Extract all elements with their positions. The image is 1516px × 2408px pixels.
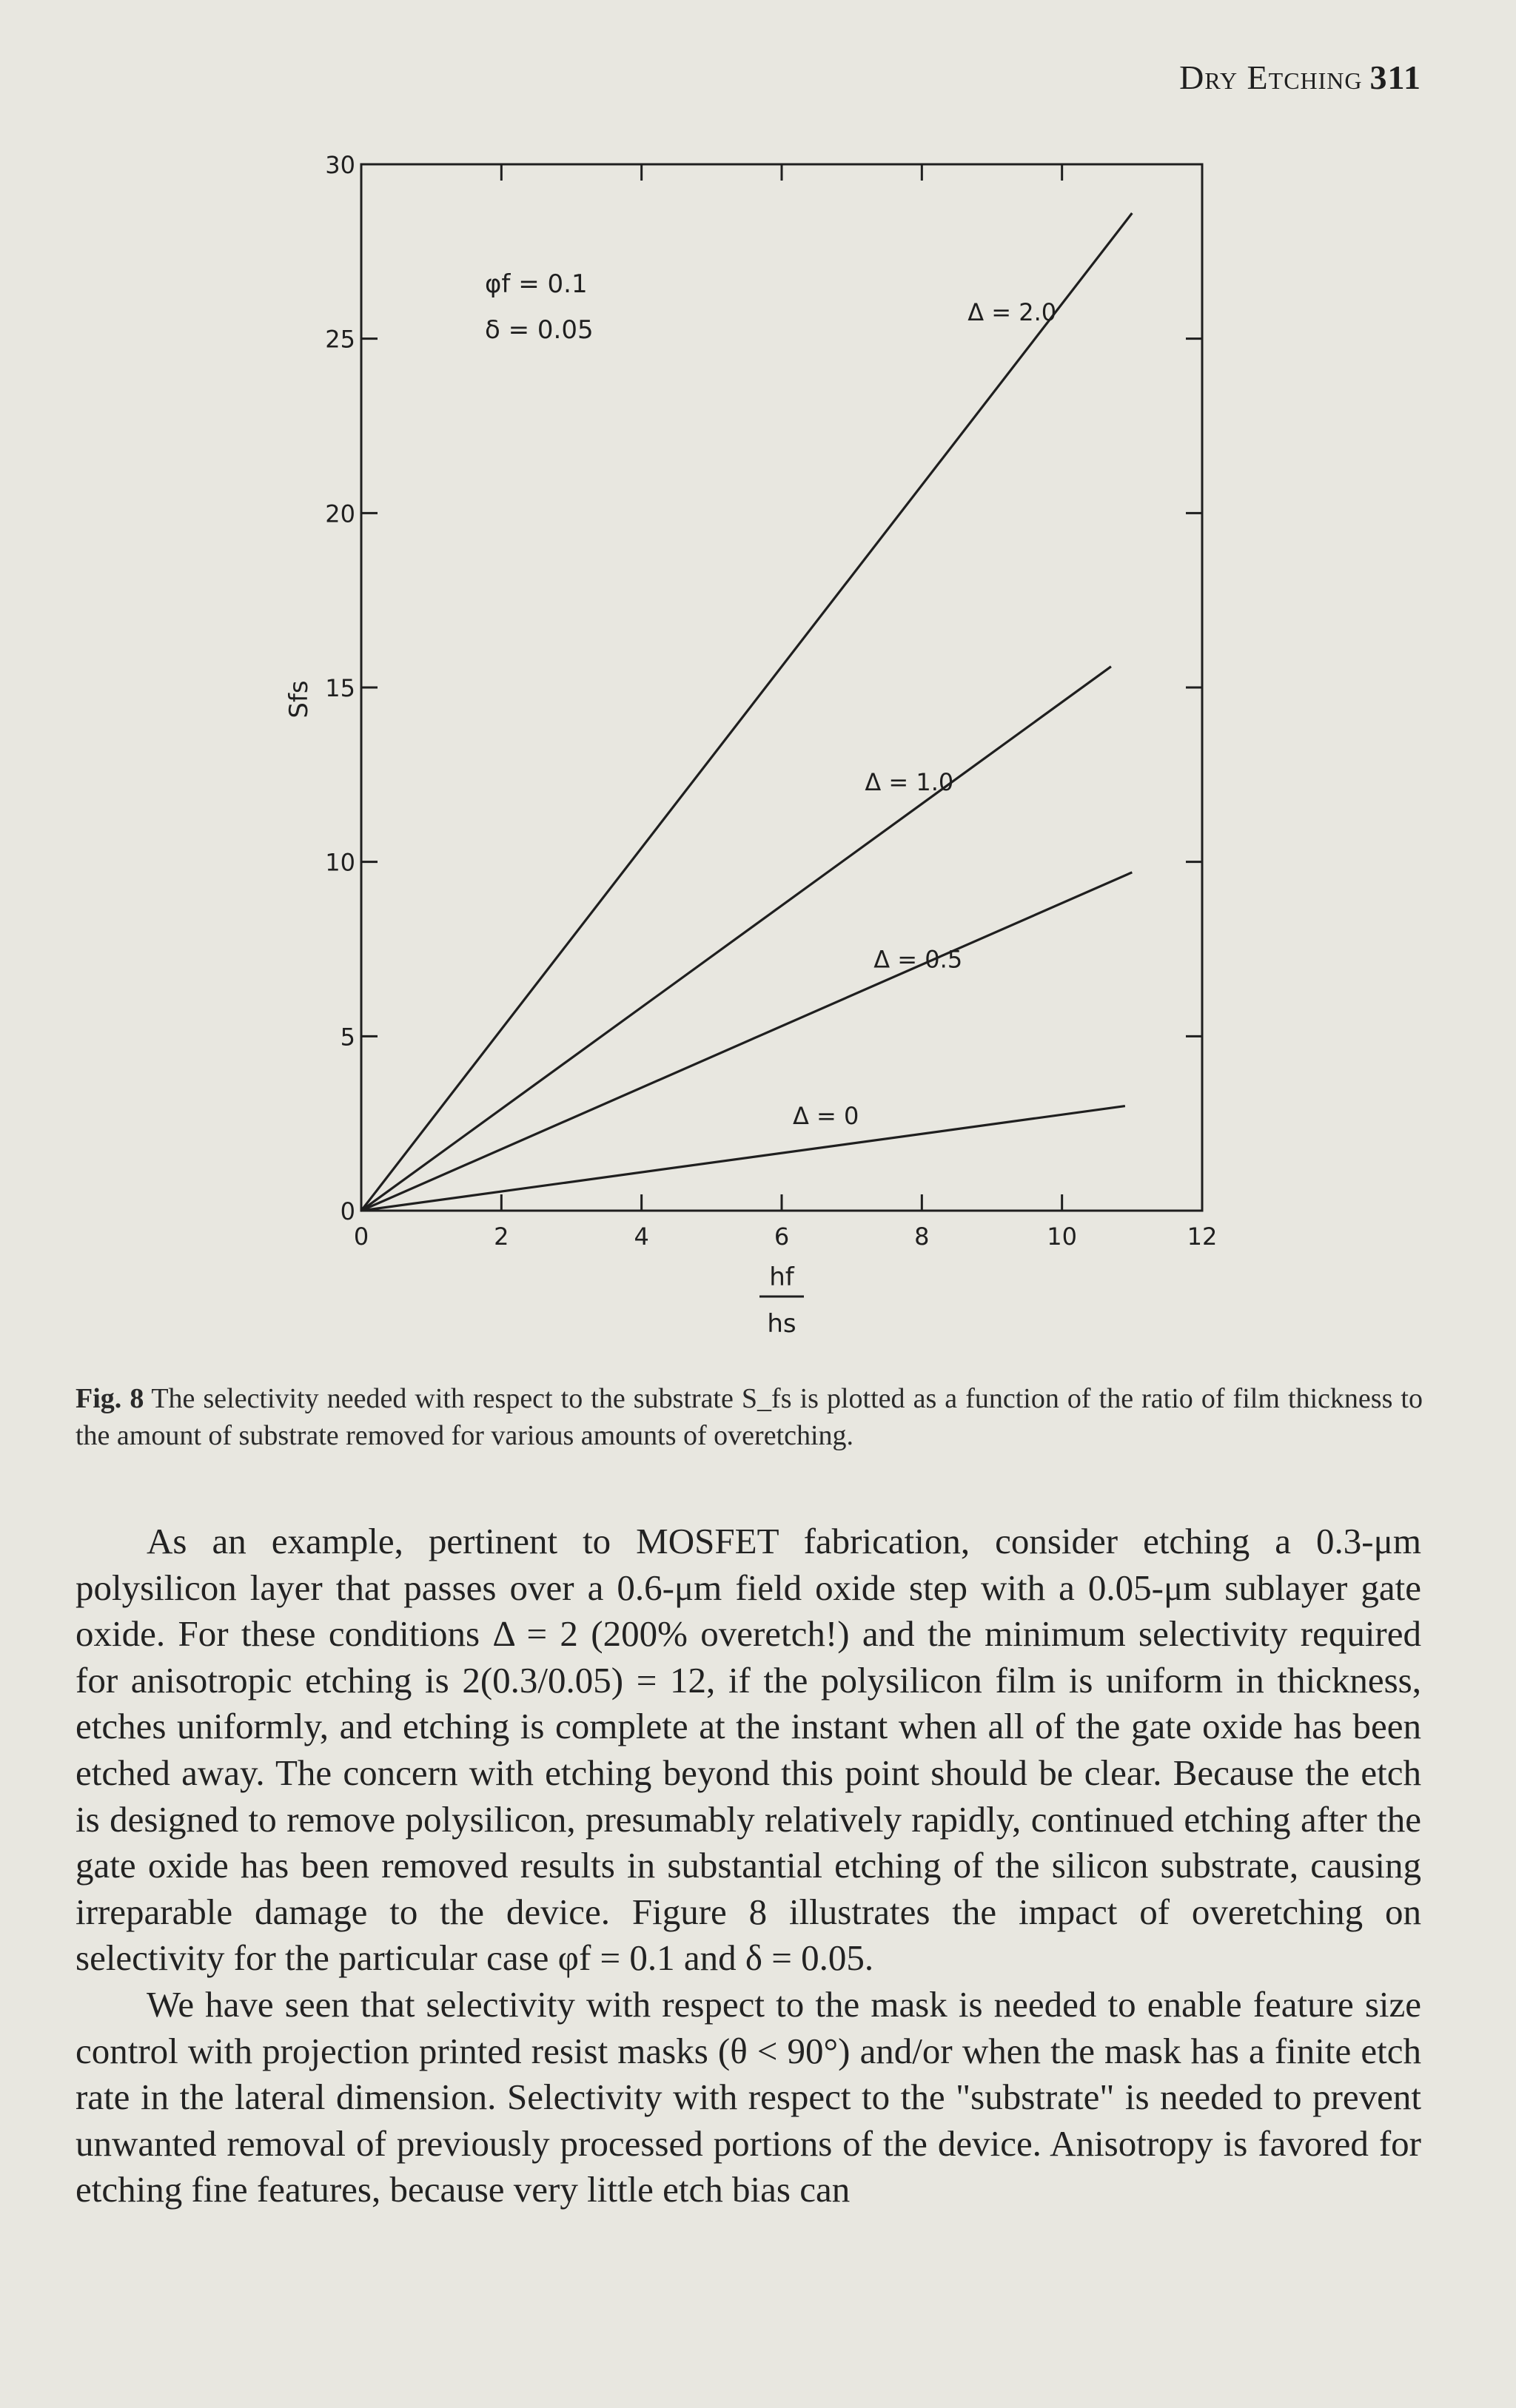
series-line bbox=[361, 213, 1132, 1211]
x-tick-label: 6 bbox=[774, 1223, 790, 1251]
x-tick-label: 0 bbox=[353, 1223, 369, 1251]
series-label: Δ = 2.0 bbox=[967, 297, 1057, 326]
parameter-annotation: δ = 0.05 bbox=[485, 315, 594, 345]
x-tick-label: 10 bbox=[1047, 1223, 1078, 1251]
chart-labels bbox=[284, 269, 1056, 1339]
body-text bbox=[76, 1519, 1421, 2213]
y-tick-label: 5 bbox=[340, 1023, 355, 1052]
figure-label: Fig. 8 bbox=[76, 1383, 144, 1414]
y-tick-label: 10 bbox=[325, 848, 355, 877]
y-tick-label: 20 bbox=[325, 500, 355, 528]
series-label: Δ = 0 bbox=[792, 1102, 859, 1131]
y-axis-label: Sfs bbox=[284, 680, 314, 719]
x-tick-label: 12 bbox=[1187, 1223, 1218, 1251]
figure-caption-text: The selectivity needed with respect to the substrate S_fs is plotted as a function of the ratio of film thickness to the amount of substrate removed for various amounts of overetching. bbox=[76, 1383, 1423, 1451]
x-tick-label: 2 bbox=[494, 1223, 509, 1251]
page-number: 311 bbox=[1369, 58, 1421, 96]
figure-caption bbox=[76, 1380, 1423, 1454]
parameter-annotation: φf = 0.1 bbox=[485, 269, 588, 299]
chart-series bbox=[361, 213, 1132, 1211]
y-tick-label: 0 bbox=[340, 1197, 355, 1225]
series-line bbox=[361, 872, 1132, 1211]
x-axis-label-numerator: hf bbox=[769, 1262, 794, 1292]
series-label: Δ = 0.5 bbox=[873, 945, 963, 974]
series-label: Δ = 1.0 bbox=[865, 767, 954, 796]
paragraph-1: As an example, pertinent to MOSFET fabrication, consider etching a 0.3-μm polysilicon layer that passes over a 0.6-μm field oxide step with a 0.05-μm sublayer gate oxide. For these conditions Δ = 2 (200% overetch!) and the minimum selectivity required for anisotropic etching is 2(0.3/0.05) = 12, if the polysilicon film is uniform in thickness, etches uniformly, and etching is complete at the instant when all of the gate oxide has been etched away. The concern with etching beyond this point should be clear. Because the etch is designed to remove polysilicon, presumably relatively rapidly, continued etching after the gate oxide has been removed results in substantial etching of the silicon substrate, causing irreparable damage to the device. Figure 8 illustrates the impact of overetching on selectivity for the particular case φf = 0.1 and δ = 0.05. bbox=[76, 1521, 1421, 1979]
running-title: Dry Etching bbox=[1179, 58, 1363, 96]
x-tick-label: 4 bbox=[634, 1223, 649, 1251]
y-tick-label: 30 bbox=[325, 151, 355, 179]
x-tick-label: 8 bbox=[914, 1223, 930, 1251]
paragraph-2: We have seen that selectivity with respect to the mask is needed to enable feature size control with projection printed resist masks (θ < 90°) and/or when the mask has a finite etch rate in the lateral dimension. Selectivity with respect to the "substrate" is needed to prevent unwanted removal of previously processed portions of the device. Anisotropy is favored for etching fine features, because very little etch bias can bbox=[76, 1983, 1421, 2210]
series-line bbox=[361, 667, 1111, 1211]
y-tick-label: 25 bbox=[325, 325, 355, 354]
series-line bbox=[361, 1106, 1125, 1211]
x-axis-label-denominator: hs bbox=[767, 1309, 796, 1339]
y-tick-label: 15 bbox=[325, 674, 355, 702]
